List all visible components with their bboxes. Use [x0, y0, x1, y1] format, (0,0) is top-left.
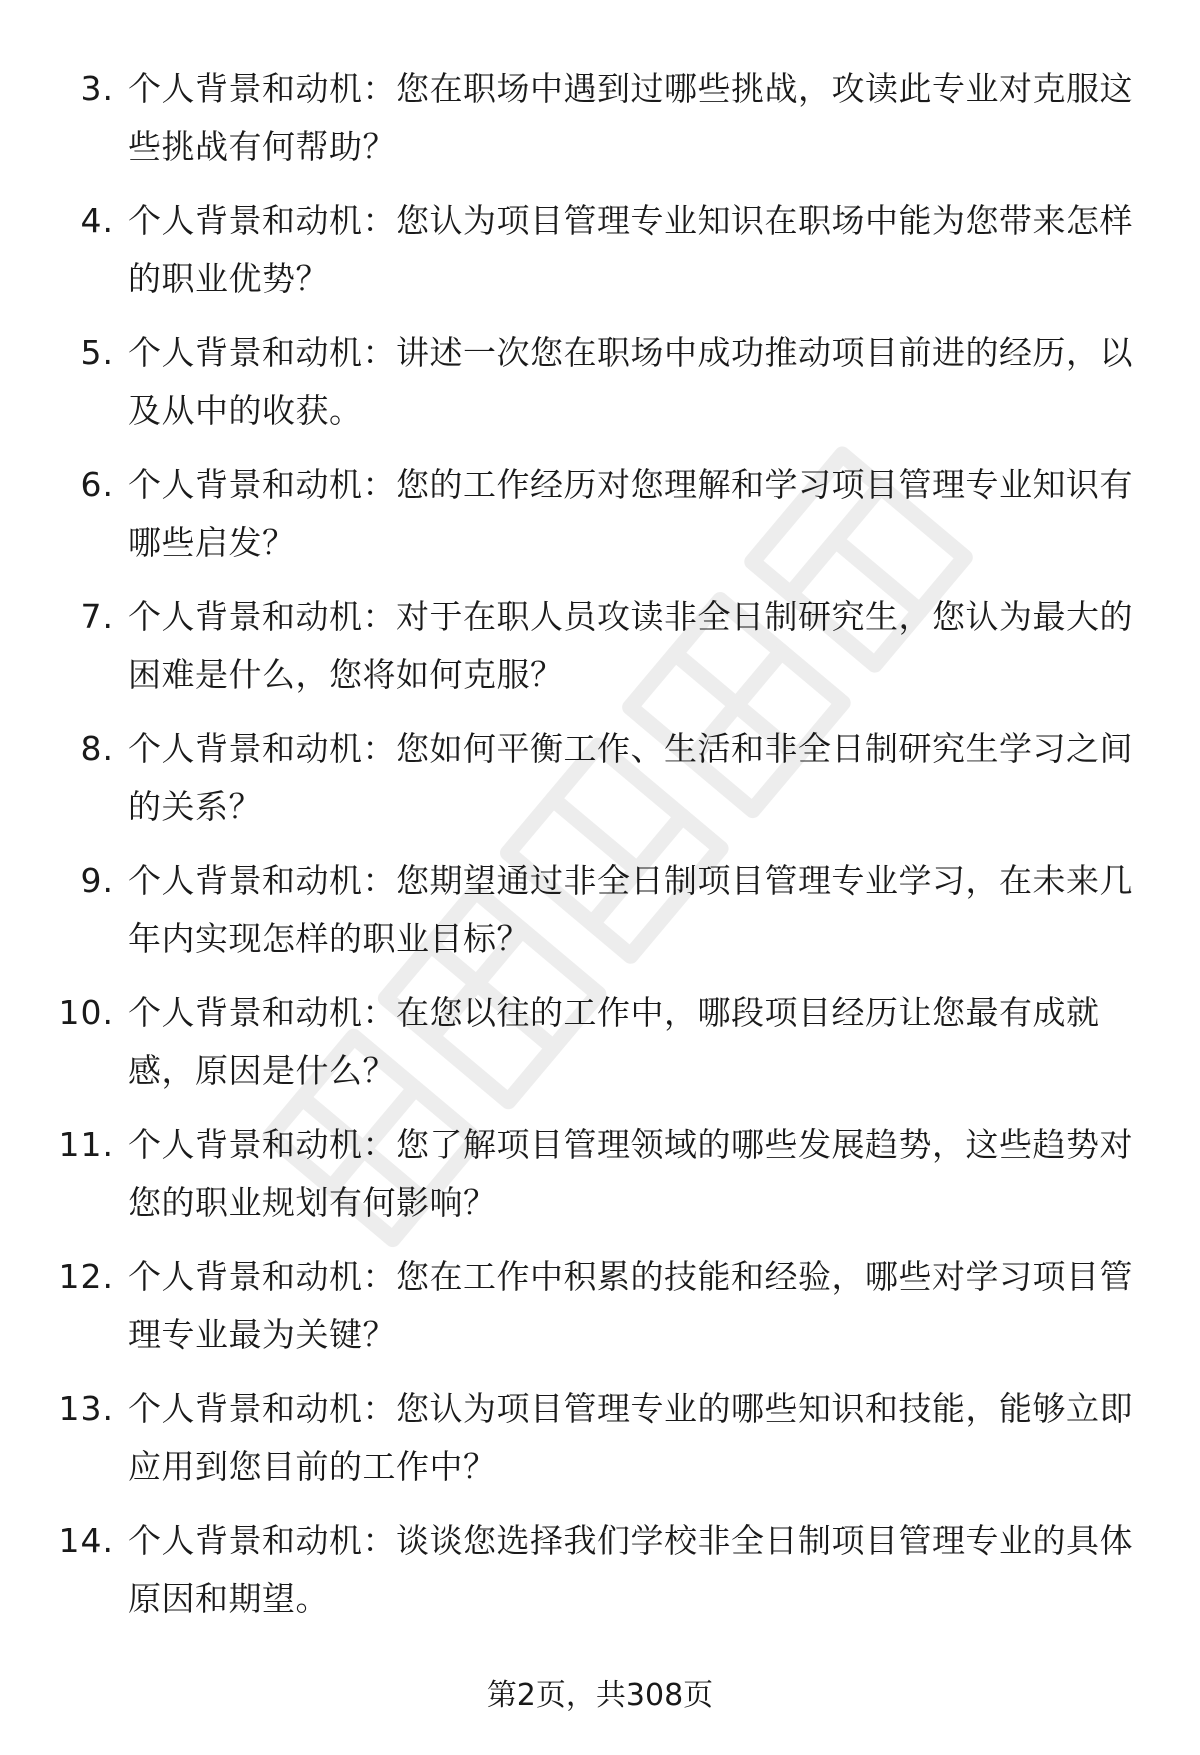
item-number: 7. — [80, 597, 114, 636]
list-item — [52, 456, 1142, 588]
list-item — [52, 1116, 1142, 1248]
item-text: 个人背景和动机：对于在职人员攻读非全日制研究生，您认为最大的困难是什么，您将如何克服？ — [128, 597, 1133, 694]
item-text: 个人背景和动机：您认为项目管理专业的哪些知识和技能，能够立即应用到您目前的工作中？ — [128, 1389, 1133, 1486]
list-item — [52, 1248, 1142, 1380]
list-item — [52, 984, 1142, 1116]
list-item — [52, 720, 1142, 852]
item-text: 个人背景和动机：您在工作中积累的技能和经验，哪些对学习项目管理专业最为关键？ — [128, 1257, 1133, 1354]
item-text: 个人背景和动机：讲述一次您在职场中成功推动项目前进的经历，以及从中的收获。 — [128, 333, 1133, 430]
item-text: 个人背景和动机：您了解项目管理领域的哪些发展趋势，这些趋势对您的职业规划有何影响？ — [128, 1125, 1133, 1222]
item-text: 个人背景和动机：您在职场中遇到过哪些挑战，攻读此专业对克服这些挑战有何帮助？ — [128, 69, 1133, 166]
list-item — [52, 1512, 1142, 1644]
item-number: 12. — [58, 1257, 114, 1296]
list-item — [52, 324, 1142, 456]
page-number-footer: 第2页，共308页 — [486, 1678, 714, 1713]
list-item — [52, 60, 1142, 192]
item-number: 13. — [58, 1389, 114, 1428]
item-text: 个人背景和动机：谈谈您选择我们学校非全日制项目管理专业的具体原因和期望。 — [128, 1521, 1133, 1618]
item-text: 个人背景和动机：在您以往的工作中，哪段项目经历让您最有成就感，原因是什么？ — [128, 993, 1100, 1090]
item-number: 10. — [58, 993, 114, 1032]
item-number: 11. — [58, 1125, 114, 1164]
list-item — [52, 1380, 1142, 1512]
item-number: 4. — [80, 201, 114, 240]
item-number: 3. — [80, 69, 114, 108]
question-list — [52, 60, 1142, 1644]
item-number: 5. — [80, 333, 114, 372]
list-item — [52, 852, 1142, 984]
item-number: 8. — [80, 729, 114, 768]
item-text: 个人背景和动机：您的工作经历对您理解和学习项目管理专业知识有哪些启发？ — [128, 465, 1133, 562]
item-number: 9. — [80, 861, 114, 900]
list-item — [52, 192, 1142, 324]
item-text: 个人背景和动机：您期望通过非全日制项目管理专业学习，在未来几年内实现怎样的职业目标？ — [128, 861, 1133, 958]
item-number: 6. — [80, 465, 114, 504]
item-number: 14. — [58, 1521, 114, 1560]
item-text: 个人背景和动机：您认为项目管理专业知识在职场中能为您带来怎样的职业优势？ — [128, 201, 1133, 298]
list-item — [52, 588, 1142, 720]
item-text: 个人背景和动机：您如何平衡工作、生活和非全日制研究生学习之间的关系？ — [128, 729, 1133, 826]
